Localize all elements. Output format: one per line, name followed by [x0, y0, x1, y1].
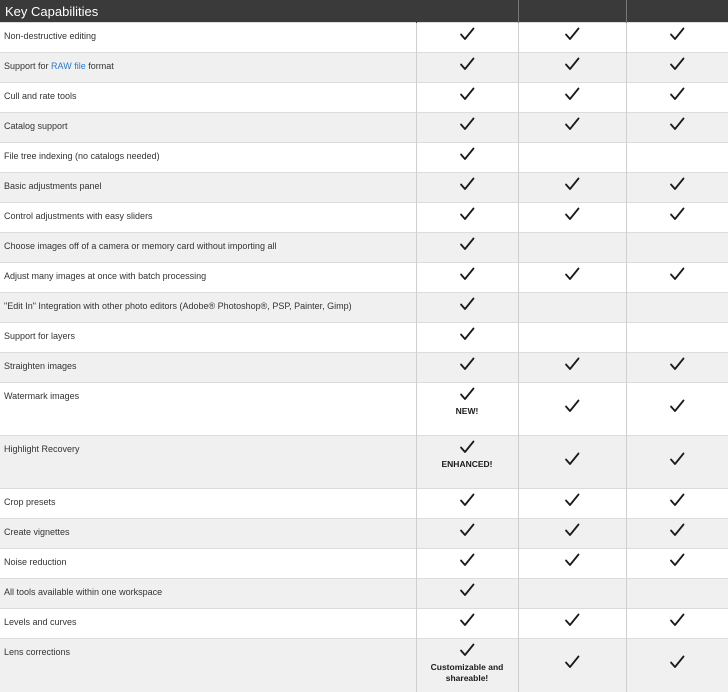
check-icon [459, 327, 475, 341]
support-cell-1 [416, 263, 518, 293]
support-cell-2 [518, 383, 626, 436]
check-icon [564, 267, 580, 281]
table-row [0, 83, 728, 113]
check-icon [669, 177, 685, 191]
check-icon [669, 452, 685, 466]
support-cell-3 [626, 233, 728, 263]
support-cell-3 [626, 549, 728, 579]
check-icon [459, 297, 475, 311]
table-row [0, 489, 728, 519]
support-cell-3 [626, 83, 728, 113]
capability-label: Basic adjustments panel [0, 173, 416, 203]
support-cell-3 [626, 323, 728, 353]
check-icon [564, 177, 580, 191]
check-icon [564, 452, 580, 466]
capability-label: Support for layers [0, 323, 416, 353]
check-icon [564, 613, 580, 627]
check-icon [459, 87, 475, 101]
support-cell-1 [416, 323, 518, 353]
support-cell-2 [518, 436, 626, 489]
support-cell-3 [626, 436, 728, 489]
support-cell-2 [518, 143, 626, 173]
capability-label: Highlight Recovery [0, 436, 416, 489]
table-row [0, 203, 728, 233]
capability-label: Noise reduction [0, 549, 416, 579]
capability-label: Catalog support [0, 113, 416, 143]
column-header-2 [518, 0, 626, 23]
check-icon [564, 27, 580, 41]
check-icon [459, 440, 475, 454]
support-cell-3 [626, 53, 728, 83]
support-cell-2 [518, 353, 626, 383]
table-row [0, 609, 728, 639]
support-cell-3 [626, 383, 728, 436]
check-icon [459, 387, 475, 401]
support-cell-2 [518, 23, 626, 53]
support-cell-2 [518, 173, 626, 203]
check-icon [669, 523, 685, 537]
check-icon [564, 553, 580, 567]
support-cell-2 [518, 579, 626, 609]
raw-file-link[interactable]: RAW file [51, 61, 86, 71]
table-title: Key Capabilities [0, 0, 416, 23]
support-cell-1 [416, 549, 518, 579]
capabilities-rows [0, 23, 728, 692]
support-cell-2 [518, 549, 626, 579]
check-icon [669, 493, 685, 507]
support-cell-1 [416, 489, 518, 519]
support-cell-1 [416, 353, 518, 383]
table-row [0, 436, 728, 489]
column-header-3 [626, 0, 728, 23]
check-icon [669, 613, 685, 627]
check-icon [564, 523, 580, 537]
check-icon [669, 87, 685, 101]
check-icon [459, 27, 475, 41]
check-icon [459, 493, 475, 507]
table-row [0, 143, 728, 173]
support-cell-3 [626, 579, 728, 609]
check-icon [564, 87, 580, 101]
support-cell-1 [416, 639, 518, 692]
table-row [0, 173, 728, 203]
table-row [0, 383, 728, 436]
support-cell-2 [518, 323, 626, 353]
table-header-row [0, 0, 728, 23]
check-icon [564, 655, 580, 669]
support-cell-2 [518, 83, 626, 113]
feature-note: ENHANCED! [417, 459, 518, 470]
check-icon [669, 207, 685, 221]
support-cell-3 [626, 23, 728, 53]
column-header-1 [416, 0, 518, 23]
support-cell-1 [416, 519, 518, 549]
check-icon [459, 583, 475, 597]
capability-label: Crop presets [0, 489, 416, 519]
feature-note: Customizable and shareable! [417, 662, 518, 684]
capability-label: File tree indexing (no catalogs needed) [0, 143, 416, 173]
support-cell-2 [518, 263, 626, 293]
support-cell-1 [416, 233, 518, 263]
check-icon [459, 643, 475, 657]
support-cell-1 [416, 579, 518, 609]
support-cell-3 [626, 263, 728, 293]
support-cell-3 [626, 353, 728, 383]
support-cell-1 [416, 23, 518, 53]
feature-note: NEW! [417, 406, 518, 417]
table-row [0, 233, 728, 263]
support-cell-3 [626, 519, 728, 549]
capability-label: Cull and rate tools [0, 83, 416, 113]
table-row [0, 293, 728, 323]
capability-label: Lens corrections [0, 639, 416, 692]
support-cell-3 [626, 489, 728, 519]
support-cell-1 [416, 383, 518, 436]
support-cell-1 [416, 53, 518, 83]
table-row [0, 579, 728, 609]
support-cell-2 [518, 233, 626, 263]
table-row [0, 639, 728, 692]
check-icon [564, 207, 580, 221]
check-icon [669, 357, 685, 371]
table-row [0, 113, 728, 143]
check-icon [564, 399, 580, 413]
capability-label: Control adjustments with easy sliders [0, 203, 416, 233]
check-icon [669, 57, 685, 71]
table-row [0, 323, 728, 353]
check-icon [669, 27, 685, 41]
capability-label: Straighten images [0, 353, 416, 383]
support-cell-1 [416, 113, 518, 143]
check-icon [459, 523, 475, 537]
check-icon [669, 553, 685, 567]
support-cell-2 [518, 489, 626, 519]
support-cell-3 [626, 203, 728, 233]
check-icon [564, 57, 580, 71]
check-icon [459, 267, 475, 281]
table-row [0, 353, 728, 383]
support-cell-2 [518, 519, 626, 549]
check-icon [459, 117, 475, 131]
support-cell-3 [626, 293, 728, 323]
support-cell-1 [416, 436, 518, 489]
support-cell-3 [626, 609, 728, 639]
check-icon [459, 207, 475, 221]
support-cell-1 [416, 173, 518, 203]
check-icon [459, 177, 475, 191]
support-cell-2 [518, 639, 626, 692]
check-icon [669, 655, 685, 669]
support-cell-1 [416, 83, 518, 113]
support-cell-3 [626, 143, 728, 173]
capability-label: Create vignettes [0, 519, 416, 549]
table-row [0, 263, 728, 293]
capability-label: Support for RAW file format [0, 53, 416, 83]
support-cell-2 [518, 53, 626, 83]
check-icon [459, 553, 475, 567]
capability-label: Watermark images [0, 383, 416, 436]
table-row [0, 23, 728, 53]
support-cell-3 [626, 639, 728, 692]
capability-label: "Edit In" Integration with other photo editors (Adobe® Photoshop®, PSP, Painter, Gimp) [0, 293, 416, 323]
support-cell-1 [416, 203, 518, 233]
check-icon [459, 147, 475, 161]
support-cell-2 [518, 203, 626, 233]
capability-label: All tools available within one workspace [0, 579, 416, 609]
check-icon [459, 237, 475, 251]
check-icon [459, 613, 475, 627]
capability-label: Levels and curves [0, 609, 416, 639]
support-cell-2 [518, 609, 626, 639]
support-cell-1 [416, 293, 518, 323]
check-icon [564, 357, 580, 371]
check-icon [564, 117, 580, 131]
support-cell-1 [416, 143, 518, 173]
capability-label: Choose images off of a camera or memory card without importing all [0, 233, 416, 263]
capability-label: Non-destructive editing [0, 23, 416, 53]
support-cell-3 [626, 173, 728, 203]
table-row [0, 519, 728, 549]
check-icon [564, 493, 580, 507]
check-icon [669, 267, 685, 281]
capability-label: Adjust many images at once with batch processing [0, 263, 416, 293]
support-cell-3 [626, 113, 728, 143]
table-row [0, 53, 728, 83]
support-cell-2 [518, 293, 626, 323]
check-icon [459, 357, 475, 371]
check-icon [669, 399, 685, 413]
support-cell-1 [416, 609, 518, 639]
support-cell-2 [518, 113, 626, 143]
check-icon [669, 117, 685, 131]
table-row [0, 549, 728, 579]
check-icon [459, 57, 475, 71]
